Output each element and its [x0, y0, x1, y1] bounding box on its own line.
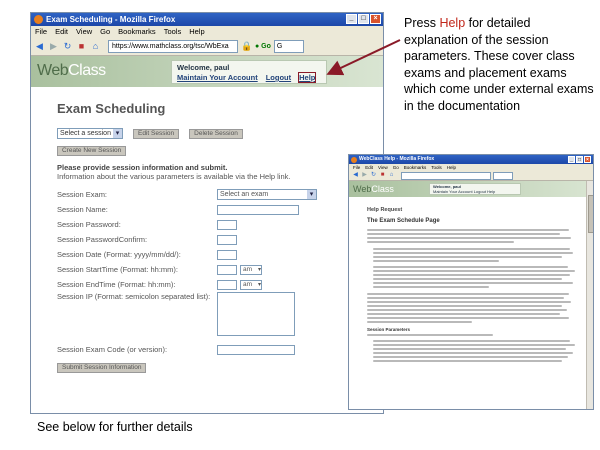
help-text-block: [367, 229, 577, 323]
menu-view[interactable]: View: [378, 165, 388, 170]
home-icon[interactable]: ⌂: [389, 172, 394, 178]
form-row-ip: [57, 292, 383, 342]
home-icon[interactable]: ⌂: [92, 41, 99, 51]
form-row-password-confirm: [57, 232, 383, 247]
footnote: See below for further details: [37, 420, 193, 434]
webclass-banner: [31, 56, 383, 87]
help-link[interactable]: Help: [299, 73, 316, 82]
menu-view[interactable]: View: [76, 27, 93, 36]
start-time-input[interactable]: [217, 265, 237, 275]
maximize-button[interactable]: □: [358, 14, 369, 24]
help-url-field[interactable]: [401, 172, 491, 180]
minimize-button[interactable]: _: [346, 14, 357, 24]
create-session-button[interactable]: Create New Session: [57, 146, 126, 156]
session-name-input[interactable]: [217, 205, 299, 215]
form-row-password: [57, 217, 383, 232]
menu-bookmarks[interactable]: Bookmarks: [118, 27, 156, 36]
menu-edit[interactable]: Edit: [55, 27, 69, 36]
session-parameters-heading: Session Parameters: [367, 327, 411, 332]
callout-help-word: Help: [439, 16, 466, 30]
webclass-banner: [349, 181, 593, 197]
menu-tools[interactable]: Tools: [163, 27, 182, 36]
search-field[interactable]: G: [274, 40, 304, 53]
page-content: [31, 56, 383, 414]
session-select[interactable]: Select a session ▾: [57, 128, 123, 139]
search-field[interactable]: [493, 172, 513, 180]
url-field[interactable]: https://www.mathclass.org/tsc/WbExa: [108, 40, 238, 53]
page-title: Exam Scheduling: [57, 101, 166, 116]
session-ip-textarea[interactable]: [217, 292, 295, 336]
help-window-title: WebClass Help - Mozilla Firefox: [359, 156, 435, 162]
end-ampm-select[interactable]: am ▾: [240, 280, 262, 290]
navigation-toolbar: [31, 38, 383, 56]
menu-go[interactable]: Go: [100, 27, 111, 36]
browser-window: [30, 12, 384, 414]
close-button[interactable]: ×: [584, 156, 591, 163]
lock-icon: 🔒: [241, 41, 253, 51]
welcome-box: [171, 60, 327, 84]
reload-icon[interactable]: ↻: [370, 172, 377, 178]
welcome-box: [429, 183, 521, 195]
session-password-input[interactable]: [217, 220, 237, 230]
callout-text: Press Help for detailed explanation of the session parameters. These cover class exams and placement exams which come under external exams in the documentation: [404, 16, 594, 113]
maximize-button[interactable]: □: [577, 157, 582, 163]
welcome-text: Welcome, paul: [433, 184, 461, 189]
menu-file[interactable]: File: [35, 27, 48, 36]
field-label: Session Date (Format: yyyy/mm/dd/):: [57, 250, 181, 259]
firefox-icon: [351, 157, 357, 163]
back-icon[interactable]: ◀: [353, 172, 358, 178]
exam-code-input[interactable]: [217, 345, 295, 355]
minimize-button[interactable]: _: [568, 156, 575, 163]
title-bar: [31, 13, 383, 26]
field-label: Session Name:: [57, 205, 108, 214]
menu-help[interactable]: Help: [189, 27, 205, 36]
field-label: Session IP (Format: semicolon separated list):: [57, 292, 211, 301]
form-row-end: [57, 277, 383, 292]
end-time-input[interactable]: [217, 280, 237, 290]
menu-tools[interactable]: Tools: [431, 165, 442, 170]
submit-session-button[interactable]: Submit Session Information: [57, 363, 146, 373]
instructions-text: Information about the various parameters is available via the Help link.: [57, 172, 291, 181]
form-row-date: [57, 247, 383, 262]
firefox-icon: [34, 15, 43, 24]
help-request-heading: Help Request: [367, 207, 403, 213]
help-navigation-toolbar: [349, 171, 593, 181]
webclass-logo: WebClass: [37, 62, 106, 79]
field-label: Session StartTime (Format: hh:mm):: [57, 265, 178, 274]
maintain-account-link[interactable]: Maintain Your Account: [177, 73, 258, 82]
help-window: [348, 154, 594, 410]
form-row-exam: [57, 187, 383, 202]
form-row-name: [57, 202, 383, 217]
menu-bar: [31, 26, 383, 38]
menu-edit[interactable]: Edit: [365, 165, 374, 170]
menu-file[interactable]: File: [353, 165, 361, 170]
menu-help[interactable]: Help: [446, 165, 457, 170]
help-text-block-2: [367, 334, 577, 362]
help-scrollbar[interactable]: [586, 181, 593, 410]
back-icon[interactable]: ◀: [36, 41, 43, 51]
session-date-input[interactable]: [217, 250, 237, 260]
window-title: Exam Scheduling - Mozilla Firefox: [46, 15, 176, 24]
go-button[interactable]: ● Go: [255, 43, 271, 50]
session-password-confirm-input[interactable]: [217, 235, 237, 245]
field-label: Session Exam Code (or version):: [57, 345, 168, 354]
webclass-logo: WebClass: [353, 184, 394, 194]
form-row-start: [57, 262, 383, 277]
exam-select[interactable]: Select an exam ▾: [217, 189, 317, 200]
menu-bookmarks[interactable]: Bookmarks: [403, 165, 427, 170]
edit-session-button[interactable]: Edit Session: [133, 129, 179, 139]
field-label: Session PasswordConfirm:: [57, 235, 148, 244]
welcome-text: Welcome, paul: [177, 63, 230, 72]
field-label: Session EndTime (Format: hh:mm):: [57, 280, 176, 289]
close-button[interactable]: ×: [370, 14, 381, 24]
help-title-bar: [349, 155, 593, 164]
stop-icon[interactable]: ■: [78, 41, 85, 51]
menu-go[interactable]: Go: [392, 165, 399, 170]
delete-session-button[interactable]: Delete Session: [189, 129, 243, 139]
field-label: Session Exam:: [57, 190, 108, 199]
help-page-content: [349, 181, 593, 410]
field-label: Session Password:: [57, 220, 121, 229]
help-page-subtitle: The Exam Schedule Page: [367, 218, 440, 224]
forward-icon[interactable]: ▶: [362, 172, 367, 178]
reload-icon[interactable]: ↻: [63, 41, 72, 51]
instructions-heading: Please provide session information and submit.: [57, 163, 228, 172]
logout-link[interactable]: Logout: [265, 73, 292, 82]
stop-icon[interactable]: ■: [380, 172, 385, 178]
help-menu-bar: [349, 164, 593, 171]
forward-icon[interactable]: ▶: [50, 41, 57, 51]
start-ampm-select[interactable]: am ▾: [240, 265, 262, 275]
account-links[interactable]: Maintain Your Account Logout Help: [433, 188, 496, 194]
form-row-code: [57, 342, 383, 357]
